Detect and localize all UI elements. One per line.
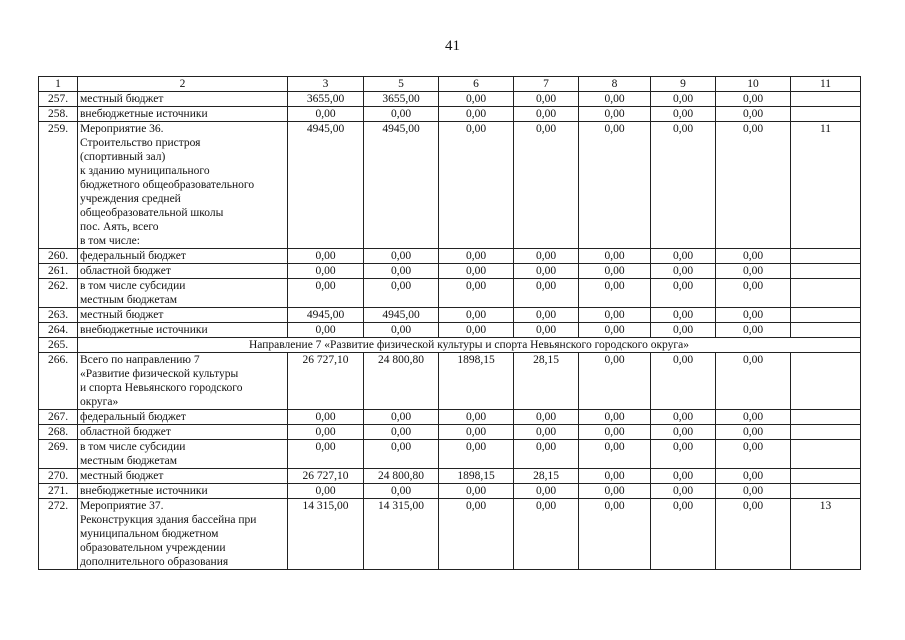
row-number: 269. [39,440,78,469]
row-number: 260. [39,249,78,264]
value-cell: 14 315,00 [364,499,439,570]
value-cell: 0,00 [716,107,791,122]
table-row [39,499,861,570]
column-header: 10 [716,77,791,92]
row-name: Мероприятие 36. Строительство пристроя (спортивный зал) к зданию муниципального бюджетного общеобразовательного учреждения средней общеобразовательной школы пос. Аять, всего в том числе: [78,122,288,249]
row-name: областной бюджет [78,425,288,440]
value-cell: 0,00 [716,440,791,469]
value-cell: 0,00 [439,308,514,323]
value-cell: 0,00 [651,353,716,410]
row-number: 258. [39,107,78,122]
value-cell: 0,00 [651,484,716,499]
row-name: внебюджетные источники [78,484,288,499]
table-row [39,410,861,425]
row-name: федеральный бюджет [78,249,288,264]
value-cell: 0,00 [579,92,651,107]
table-row [39,353,861,410]
value-cell: 0,00 [579,440,651,469]
table-row [39,469,861,484]
row-name: местный бюджет [78,92,288,107]
table-row [39,279,861,308]
direction-title: Направление 7 «Развитие физической культуры и спорта Невьянского городского округа» [78,338,861,353]
value-cell: 0,00 [651,499,716,570]
row-number: 257. [39,92,78,107]
ref-cell [791,353,861,410]
value-cell: 26 727,10 [288,469,364,484]
column-header: 5 [364,77,439,92]
value-cell: 0,00 [716,279,791,308]
table-row [39,425,861,440]
value-cell: 0,00 [514,122,579,249]
value-cell: 0,00 [514,440,579,469]
ref-cell [791,425,861,440]
value-cell: 0,00 [514,308,579,323]
column-header: 6 [439,77,514,92]
value-cell: 4945,00 [364,122,439,249]
value-cell: 0,00 [364,249,439,264]
column-header: 11 [791,77,861,92]
value-cell: 0,00 [716,323,791,338]
ref-cell [791,469,861,484]
table-row [39,484,861,499]
value-cell: 0,00 [579,264,651,279]
column-header: 2 [78,77,288,92]
value-cell: 0,00 [439,279,514,308]
value-cell: 0,00 [716,425,791,440]
value-cell: 0,00 [716,469,791,484]
value-cell: 0,00 [716,484,791,499]
value-cell: 0,00 [651,122,716,249]
row-name: областной бюджет [78,264,288,279]
value-cell: 4945,00 [288,122,364,249]
value-cell: 0,00 [579,122,651,249]
table-row [39,122,861,249]
value-cell: 0,00 [579,469,651,484]
value-cell: 0,00 [364,264,439,279]
column-header: 7 [514,77,579,92]
value-cell: 26 727,10 [288,353,364,410]
ref-cell [791,264,861,279]
value-cell: 0,00 [579,308,651,323]
budget-table [38,76,861,570]
column-header: 3 [288,77,364,92]
value-cell: 0,00 [651,469,716,484]
value-cell: 0,00 [651,323,716,338]
row-number: 265. [39,338,78,353]
value-cell: 0,00 [651,410,716,425]
value-cell: 0,00 [288,264,364,279]
value-cell: 0,00 [514,92,579,107]
value-cell: 0,00 [288,484,364,499]
value-cell: 0,00 [439,484,514,499]
table-row [39,264,861,279]
value-cell: 0,00 [364,410,439,425]
row-number: 259. [39,122,78,249]
table-row [39,249,861,264]
row-name: внебюджетные источники [78,323,288,338]
value-cell: 0,00 [579,499,651,570]
row-name: Мероприятие 37. Реконструкция здания бассейна при муниципальном бюджетном образовательном учреждении дополнительного образования [78,499,288,570]
value-cell: 0,00 [716,353,791,410]
value-cell: 0,00 [439,107,514,122]
row-number: 262. [39,279,78,308]
value-cell: 0,00 [514,279,579,308]
value-cell: 0,00 [716,92,791,107]
value-cell: 0,00 [579,425,651,440]
row-name: Всего по направлению 7 «Развитие физической культуры и спорта Невьянского городского округа» [78,353,288,410]
row-number: 263. [39,308,78,323]
value-cell: 0,00 [651,425,716,440]
row-name: внебюджетные источники [78,107,288,122]
ref-cell [791,440,861,469]
ref-cell [791,107,861,122]
value-cell: 0,00 [716,122,791,249]
direction-row [39,338,861,353]
row-number: 261. [39,264,78,279]
row-number: 264. [39,323,78,338]
column-header: 8 [579,77,651,92]
value-cell: 0,00 [514,499,579,570]
value-cell: 0,00 [716,499,791,570]
row-number: 266. [39,353,78,410]
ref-cell: 11 [791,122,861,249]
value-cell: 0,00 [439,264,514,279]
value-cell: 0,00 [514,425,579,440]
value-cell: 0,00 [439,499,514,570]
value-cell: 0,00 [288,279,364,308]
value-cell: 0,00 [579,410,651,425]
value-cell: 0,00 [579,107,651,122]
row-name: местный бюджет [78,469,288,484]
value-cell: 0,00 [514,107,579,122]
column-header: 1 [39,77,78,92]
value-cell: 0,00 [439,425,514,440]
value-cell: 3655,00 [288,92,364,107]
value-cell: 0,00 [364,107,439,122]
ref-cell [791,484,861,499]
value-cell: 0,00 [439,323,514,338]
column-header: 9 [651,77,716,92]
value-cell: 0,00 [364,323,439,338]
value-cell: 0,00 [514,323,579,338]
value-cell: 0,00 [514,484,579,499]
value-cell: 0,00 [651,264,716,279]
value-cell: 0,00 [716,410,791,425]
value-cell: 0,00 [288,440,364,469]
value-cell: 0,00 [364,484,439,499]
ref-cell [791,410,861,425]
row-number: 271. [39,484,78,499]
table-row [39,107,861,122]
table-row [39,440,861,469]
value-cell: 0,00 [288,410,364,425]
value-cell: 0,00 [514,410,579,425]
value-cell: 0,00 [651,249,716,264]
row-number: 268. [39,425,78,440]
value-cell: 28,15 [514,353,579,410]
page-number: 41 [445,38,460,54]
value-cell: 0,00 [651,107,716,122]
value-cell: 4945,00 [288,308,364,323]
row-name: в том числе субсидии местным бюджетам [78,440,288,469]
value-cell: 0,00 [579,279,651,308]
value-cell: 0,00 [288,107,364,122]
value-cell: 0,00 [288,249,364,264]
row-number: 272. [39,499,78,570]
value-cell: 0,00 [579,323,651,338]
value-cell: 0,00 [439,440,514,469]
ref-cell [791,323,861,338]
row-name: федеральный бюджет [78,410,288,425]
value-cell: 0,00 [439,122,514,249]
value-cell: 0,00 [579,353,651,410]
value-cell: 0,00 [514,249,579,264]
table-header-row [39,77,861,92]
value-cell: 4945,00 [364,308,439,323]
value-cell: 3655,00 [364,92,439,107]
table-row [39,323,861,338]
value-cell: 0,00 [439,249,514,264]
value-cell: 0,00 [651,92,716,107]
value-cell: 0,00 [651,308,716,323]
value-cell: 1898,15 [439,469,514,484]
value-cell: 0,00 [364,425,439,440]
value-cell: 0,00 [579,484,651,499]
value-cell: 0,00 [716,249,791,264]
table-row [39,308,861,323]
ref-cell [791,279,861,308]
value-cell: 0,00 [651,440,716,469]
row-number: 270. [39,469,78,484]
row-name: в том числе субсидии местным бюджетам [78,279,288,308]
value-cell: 0,00 [579,249,651,264]
value-cell: 0,00 [439,410,514,425]
value-cell: 24 800,80 [364,353,439,410]
value-cell: 0,00 [716,264,791,279]
ref-cell [791,308,861,323]
ref-cell: 13 [791,499,861,570]
value-cell: 0,00 [651,279,716,308]
value-cell: 0,00 [288,323,364,338]
value-cell: 14 315,00 [288,499,364,570]
value-cell: 0,00 [439,92,514,107]
row-number: 267. [39,410,78,425]
value-cell: 0,00 [514,264,579,279]
value-cell: 24 800,80 [364,469,439,484]
table-row [39,92,861,107]
value-cell: 0,00 [364,440,439,469]
value-cell: 0,00 [288,425,364,440]
ref-cell [791,249,861,264]
row-name: местный бюджет [78,308,288,323]
value-cell: 0,00 [716,308,791,323]
ref-cell [791,92,861,107]
value-cell: 0,00 [364,279,439,308]
value-cell: 1898,15 [439,353,514,410]
value-cell: 28,15 [514,469,579,484]
